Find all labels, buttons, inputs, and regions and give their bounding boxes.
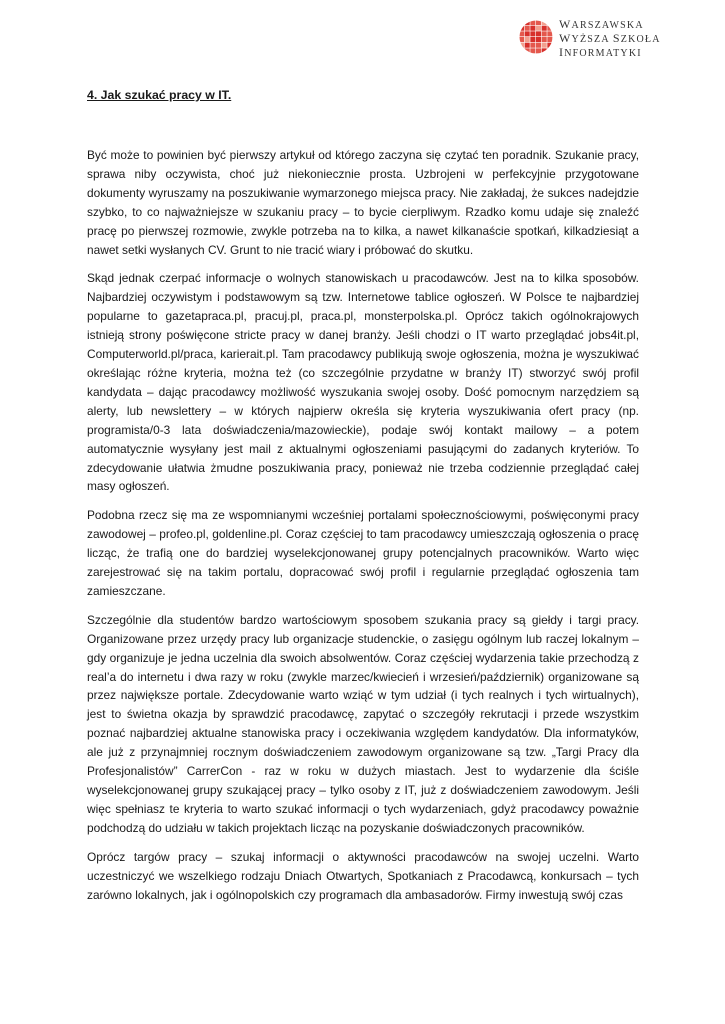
logo-mosaic-tile [519, 26, 524, 31]
paragraph-1: Być może to powinien być pierwszy artykuł od którego zaczyna się czytać ten poradnik. Szukanie pracy, sprawa niby oczywista, choć już niekoniecznie prosta. Uzbrojeni w perfekcyjnie przygotowane dokumenty wyruszamy na poszukiwanie wymarzonego miejsca pracy. Nie zakładaj, że sukces nadejdzie szybko, to co najważniejsze w szukaniu pracy – to bycie cierpliwym. Rzadko komu udaje się znaleźć pracę po pierwszej rozmowie, zwykle potrzeba na to kilka, a nawet kilkanaście spotkań, kilkadziesiąt a nawet setki wysłanych CV. Grunt to nie tracić wiary i próbować do skutku. [87, 148, 639, 257]
paragraph-3: Podobna rzecz się ma ze wspomnianymi wcześniej portalami społecznościowymi, poświęconymi pracy zawodowej – profeo.pl, goldenline.pl. Coraz częściej to tam pracodawcy umieszczają ogłoszenia o pracę licząc, że trafią one do bardziej wyselekcjonowanej grupy potencjalnych pracowników. Warto więc zarejestrować się na takim portalu, dopracować swój profil i regularnie przeglądać ogłoszenia tam zamieszczane. [87, 508, 639, 598]
logo-mosaic-tile [547, 48, 552, 53]
logo-mosaic-tile [536, 37, 541, 42]
paragraph-2: Skąd jednak czerpać informacje o wolnych stanowiskach u pracodawców. Jest na to kilka sposobów. Najbardziej oczywistym i podstawowym są tzw. Internetowe tablice ogłoszeń. W Polsce te najbardziej popularne to gazetapraca.pl, pracuj.pl, praca.pl, monsterpolska.pl. Oprócz takich ogólnokrajowych istnieją strony poświęcone stricte pracy w danej branży. Jeśli chodzi o IT warto przeglądać jobs4it.pl, Computerworld.pl/praca, karierait.pl. Tam pracodawcy publikują swoje ogłoszenia, można je wyszukiwać określając różne kryteria, można też (co szczególnie przydatne w branży IT) stworzyć swój profil kandydata – dając pracodawcy możliwość wyszukania swojej osoby. Dość pomocnym narzędziem są alerty, lub newslettery – w których najpierw określa się kryteria wyszukiwania ofert pracy (np. programista/0-3 lata doświadczenia/mazowieckie), podaje swój kontakt mailowy – a potem automatycznie wysyłany jest mail z aktualnymi ogłoszeniami pasującymi do zadanych kryteriów. To zdecydowanie ułatwia żmudne poszukiwania pracy, ponieważ nie trzeba codziennie przeglądać całej masy ogłoszeń. [87, 271, 639, 494]
university-logo [519, 18, 659, 60]
logo-mosaic-tile [547, 20, 552, 25]
logo-mosaic-tile [519, 37, 524, 42]
logo-mosaic-tile [536, 26, 541, 31]
logo-mosaic-tile [519, 43, 524, 48]
logo-mosaic-tile [547, 43, 552, 48]
logo-mosaic-tile [530, 26, 535, 31]
logo-mosaic-tile [547, 26, 552, 31]
logo-text [559, 18, 669, 60]
logo-mosaic-tile [530, 48, 535, 53]
logo-mosaic-tile [536, 31, 541, 36]
section-heading: 4. Jak szukać pracy w IT. [87, 88, 232, 102]
logo-mosaic-tile [525, 31, 530, 36]
logo-mosaic-tile [530, 37, 535, 42]
logo-line-3: INFORMATYKI [559, 45, 642, 59]
logo-mosaic-tile [530, 43, 535, 48]
logo-mosaic-tile [530, 31, 535, 36]
paragraph-5: Oprócz targów pracy – szukaj informacji o aktywności pracodawców na swojej uczelni. Warto uczestniczyć we wszelkiego rodzaju Dniach Otwartych, Spotkaniach z Pracodawcą, konkursach – tych zarówno lokalnych, jak i ogólnopolskich czy programach dla ambasadorów. Firmy inwestują swój czas [87, 849, 639, 902]
logo-mosaic-tile [525, 37, 530, 42]
logo-mosaic-tile [519, 31, 524, 36]
logo-mosaic-tile [536, 48, 541, 53]
logo-mosaic-tile [530, 20, 535, 25]
logo-mosaic-tile [542, 48, 547, 53]
logo-mosaic-tile [547, 31, 552, 36]
logo-mosaic-tile [542, 43, 547, 48]
logo-line-1: WARSZAWSKA [559, 17, 644, 31]
logo-mosaic-tile [525, 43, 530, 48]
logo-mosaic-tile [525, 48, 530, 53]
paragraph-4: Szczególnie dla studentów bardzo wartościowym sposobem szukania pracy są giełdy i targi pracy. Organizowane przez urzędy pracy lub organizacje studenckie, o zasięgu ogólnym lub raczej lokalnym – gdy organizuje je jedna uczelnia dla swoich absolwentów. Coraz częściej wydarzenia takie przechodzą z real’a do internetu i dwa razy w roku (zwykle marzec/kwiecień i wrzesień/październik) organizowane są przez największe portale. Zdecydowanie warto wziąć w tym udział (i tych realnych i tych wirtualnych), jest to świetna okazja by sprawdzić pracodawcę, zapytać o szczegóły rekrutacji i przede wszystkim poznać najbardziej aktualne stanowiska pracy i oczekiwania względem kandydatów. Dla informatyków, ale już z przynajmniej rocznym doświadczeniem zawodowym organizowane są tzw. „Targi Pracy dla Profesjonalistów” CarrerCon - raz w roku w dużych miastach. Jest to wydarzenie dla ściśle wyselekcjonowanej grupy szukającej pracy – tylko osoby z IT, już z doświadczeniem zawodowym. Jeśli więc spełniasz te kryteria to warto szukać informacji o tych wydarzeniach, gdyż pracodawcy poważnie podchodzą do udziału w takich projektach licząc na pozyskanie doświadczonych pracowników. [87, 612, 639, 835]
logo-mosaic-tile [542, 26, 547, 31]
article-body [87, 146, 639, 914]
logo-mosaic-tile [519, 48, 524, 53]
logo-line-2: WYŻSZA SZKOŁA [559, 31, 661, 45]
logo-mosaic-tile [536, 20, 541, 25]
logo-mosaic-tile [525, 26, 530, 31]
logo-mosaic-tile [536, 43, 541, 48]
logo-mosaic-tile [542, 31, 547, 36]
logo-mosaic-tile [542, 20, 547, 25]
logo-mosaic-icon [519, 20, 553, 54]
logo-mosaic-tile [519, 20, 524, 25]
logo-mosaic-tile [542, 37, 547, 42]
logo-mosaic-tile [547, 37, 552, 42]
logo-mosaic-tile [525, 20, 530, 25]
